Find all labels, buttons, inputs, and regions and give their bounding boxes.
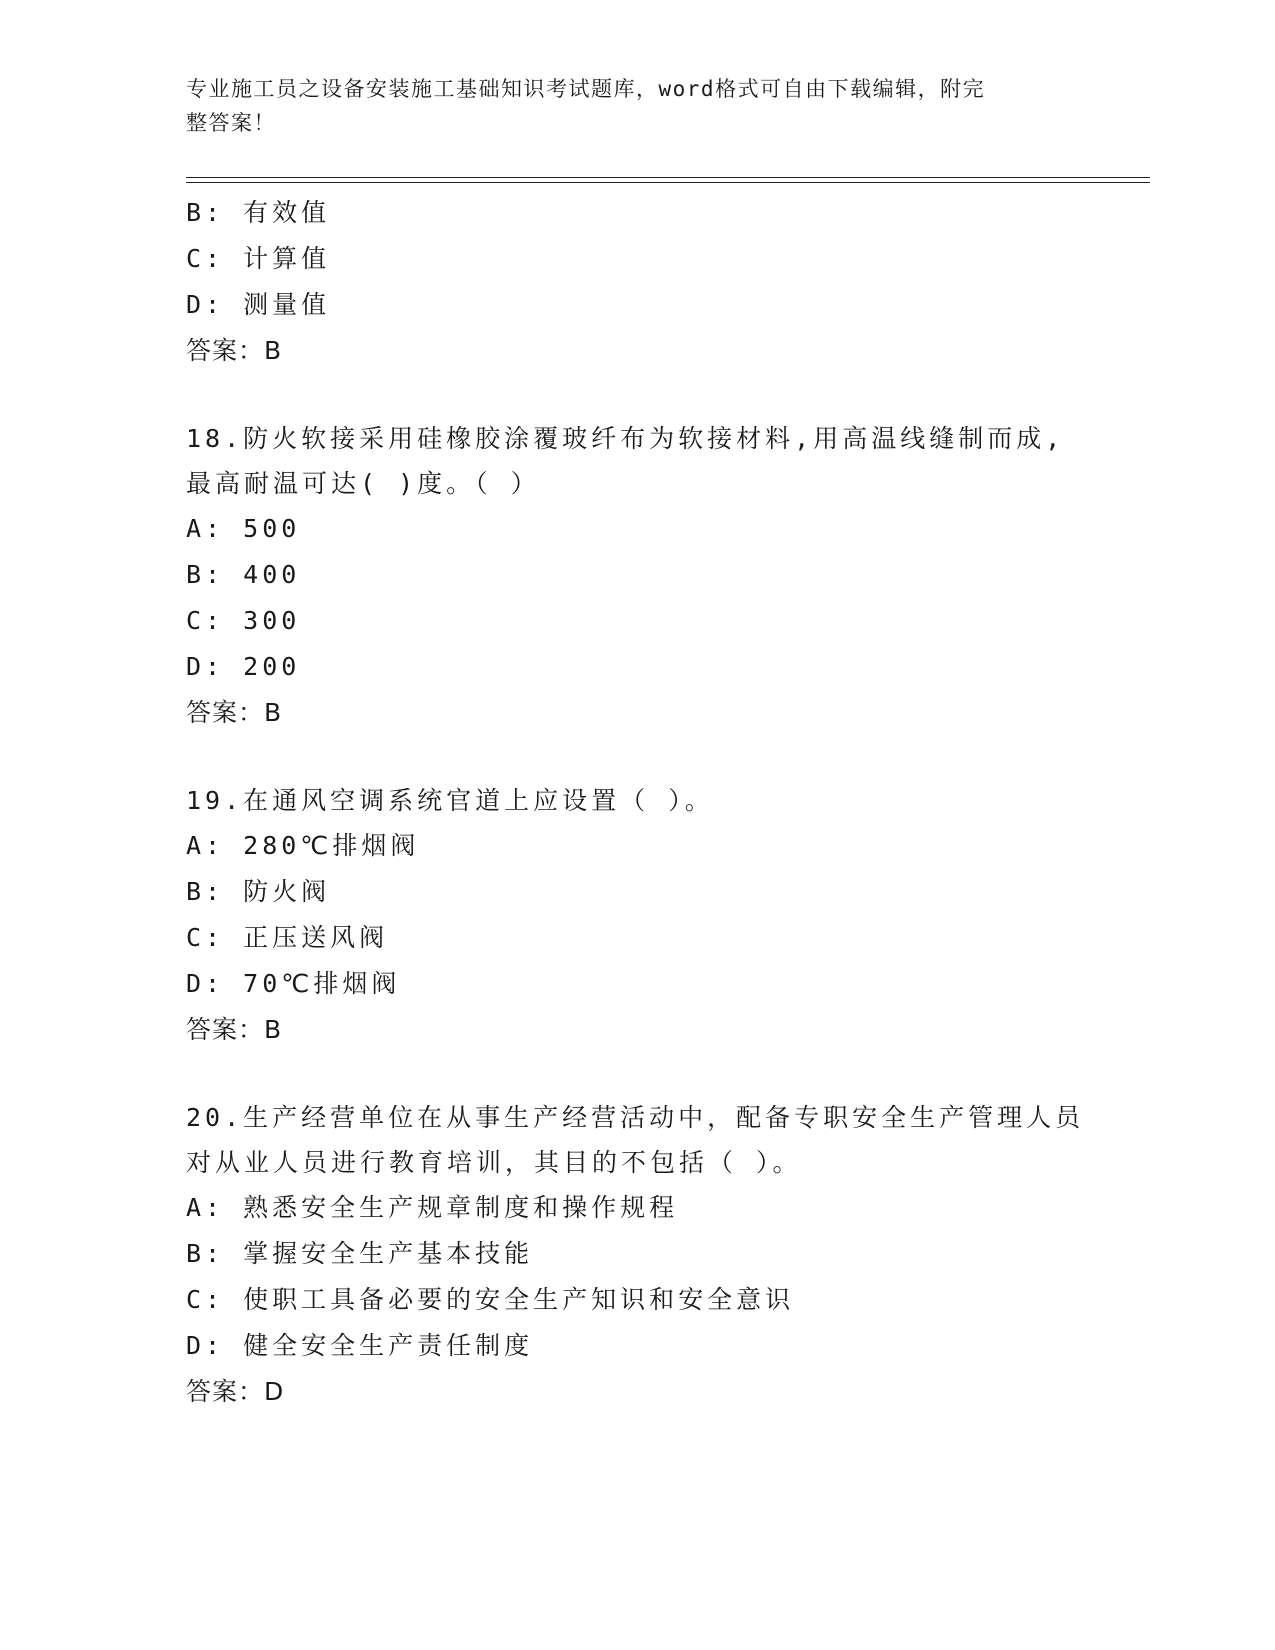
spacer [186, 374, 1086, 416]
option-d: D: 70℃排烟阀 [186, 969, 401, 998]
option-d: D: 健全安全生产责任制度 [186, 1331, 534, 1360]
answer: 答案：B [186, 698, 283, 727]
page-header [186, 72, 1066, 140]
question-18 [186, 416, 1086, 736]
question-text: 19.在通风空调系统官道上应设置（ ）。 [186, 786, 714, 815]
option-a: A: 280℃排烟阀 [186, 831, 420, 860]
option-c: C: 使职工具备必要的安全生产知识和安全意识 [186, 1285, 795, 1314]
option-b: B: 防火阀 [186, 877, 331, 906]
answer: 答案：D [186, 1377, 285, 1406]
option-c: C: 300 [186, 606, 301, 635]
question-17-tail [186, 190, 1086, 374]
option-a: A: 熟悉安全生产规章制度和操作规程 [186, 1193, 679, 1222]
question-text: 18.防火软接采用硅橡胶涂覆玻纤布为软接材料,用高温线缝制而成,最高耐温可达( )度。（ ） [186, 424, 1065, 498]
header-rule-bottom [186, 182, 1150, 183]
document-body [186, 190, 1086, 1415]
question-text: 20.生产经营单位在从事生产经营活动中，配备专职安全生产管理人员对从业人员进行教育培训，其目的不包括（ ）。 [186, 1103, 1085, 1177]
option-a: A: 500 [186, 514, 301, 543]
option-c: C: 计算值 [186, 244, 331, 273]
answer: 答案：B [186, 336, 283, 365]
option-d: D: 200 [186, 652, 301, 681]
option-b: B: 有效值 [186, 198, 331, 227]
option-c: C: 正压送风阀 [186, 923, 389, 952]
header-line-1: 专业施工员之设备安装施工基础知识考试题库，word格式可自由下载编辑，附完 [186, 77, 986, 101]
header-line-2: 整答案！ [186, 111, 276, 135]
option-b: B: 掌握安全生产基本技能 [186, 1239, 534, 1268]
spacer [186, 1053, 1086, 1095]
question-19 [186, 778, 1086, 1053]
option-d: D: 测量值 [186, 290, 331, 319]
option-b: B: 400 [186, 560, 301, 589]
header-rule-top [186, 177, 1150, 178]
question-20 [186, 1095, 1086, 1415]
spacer [186, 736, 1086, 778]
answer: 答案：B [186, 1015, 283, 1044]
